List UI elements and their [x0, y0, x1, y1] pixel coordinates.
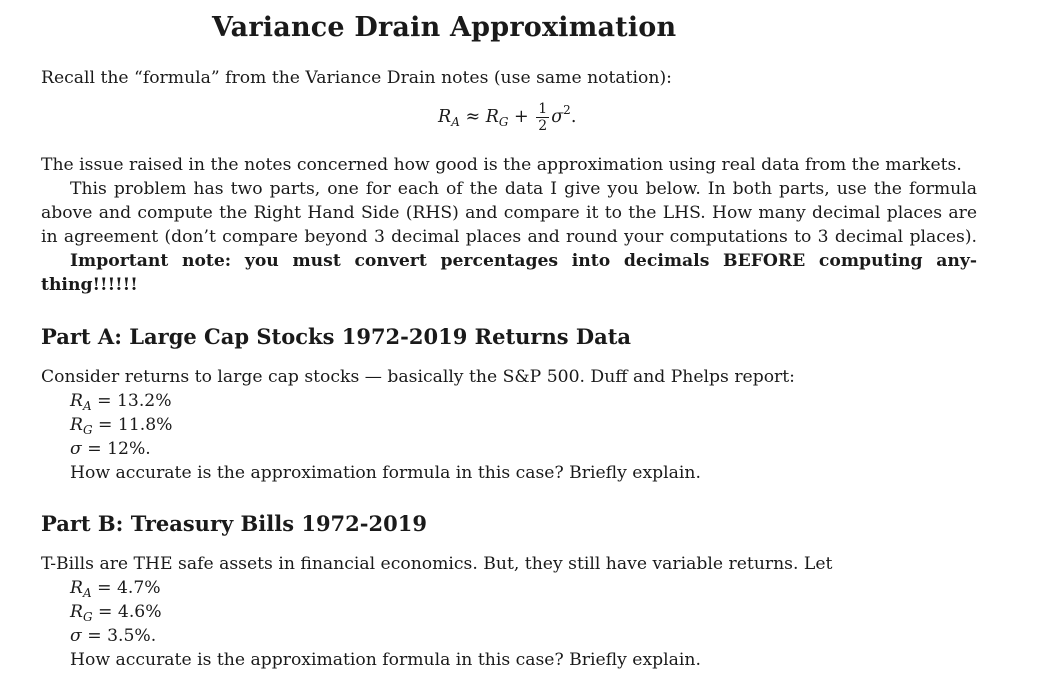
- part-a-ra-value: = 13.2%: [97, 391, 172, 411]
- ra-symbol: R: [70, 578, 83, 598]
- part-a-sigma-value: = 12%.: [87, 439, 151, 459]
- formula: [438, 101, 576, 134]
- part-b-intro: T-Bills are THE safe assets in financial economics. But, they still have variable returns. Let: [41, 554, 833, 574]
- rg-symbol: R: [70, 415, 83, 435]
- ra-sub: A: [82, 586, 92, 600]
- important-note-line-1: Important note: you must convert percentages into decimals BEFORE computing any-: [70, 251, 977, 271]
- ra-symbol: R: [70, 391, 83, 411]
- formula-end: .: [570, 107, 577, 127]
- part-b-ra-value: = 4.7%: [97, 578, 161, 598]
- part-b-sigma-value: = 3.5%.: [87, 626, 157, 646]
- important-note-line-2: thing!!!!!!: [41, 275, 138, 295]
- part-a-intro: Consider returns to large cap stocks — basically the S&P 500. Duff and Phelps report:: [41, 367, 795, 387]
- formula-plus: +: [514, 107, 529, 127]
- rg-sub: G: [82, 423, 93, 437]
- part-b-question: How accurate is the approximation formula in this case? Briefly explain.: [70, 650, 701, 670]
- formula-sigma: σ: [551, 107, 564, 127]
- fraction-denominator: 2: [538, 118, 548, 134]
- issue-text: The issue raised in the notes concerned how good is the approximation using real data from the markets.: [41, 155, 962, 175]
- sigma-symbol: σ: [70, 439, 82, 459]
- formula-fraction: [536, 101, 549, 134]
- formula-lhs-sub: A: [451, 115, 460, 129]
- rg-symbol: R: [70, 602, 83, 622]
- part-a-rg-value: = 11.8%: [98, 415, 173, 435]
- formula-rhs: R: [485, 107, 499, 127]
- problem-line-1: This problem has two parts, one for each of the data I give you below. In both parts, use the formula: [70, 179, 977, 199]
- page-title: Variance Drain Approximation: [212, 12, 677, 43]
- part-b-rg-value: = 4.6%: [98, 602, 162, 622]
- formula-rhs-sub: G: [498, 115, 509, 129]
- ra-sub: A: [82, 399, 92, 413]
- problem-line-3: in agreement (don’t compare beyond 3 decimal places and round your computations to 3 decimal places).: [41, 227, 977, 247]
- problem-line-2: above and compute the Right Hand Side (RHS) and compare it to the LHS. How many decimal places are: [41, 203, 977, 223]
- formula-exponent: 2: [563, 103, 571, 117]
- formula-lhs: R: [438, 107, 452, 127]
- sigma-symbol: σ: [70, 626, 82, 646]
- fraction-numerator: 1: [538, 101, 548, 117]
- part-a-sigma: [70, 437, 151, 461]
- part-b-sigma: [70, 624, 156, 648]
- part-a-question: How accurate is the approximation formula in this case? Briefly explain.: [70, 463, 701, 483]
- intro-text: Recall the “formula” from the Variance Drain notes (use same notation):: [41, 68, 672, 88]
- part-a-heading: Part A: Large Cap Stocks 1972-2019 Returns Data: [41, 324, 632, 349]
- rg-sub: G: [82, 610, 93, 624]
- part-b-heading: Part B: Treasury Bills 1972-2019: [41, 511, 427, 536]
- formula-approx: ≈: [465, 107, 481, 127]
